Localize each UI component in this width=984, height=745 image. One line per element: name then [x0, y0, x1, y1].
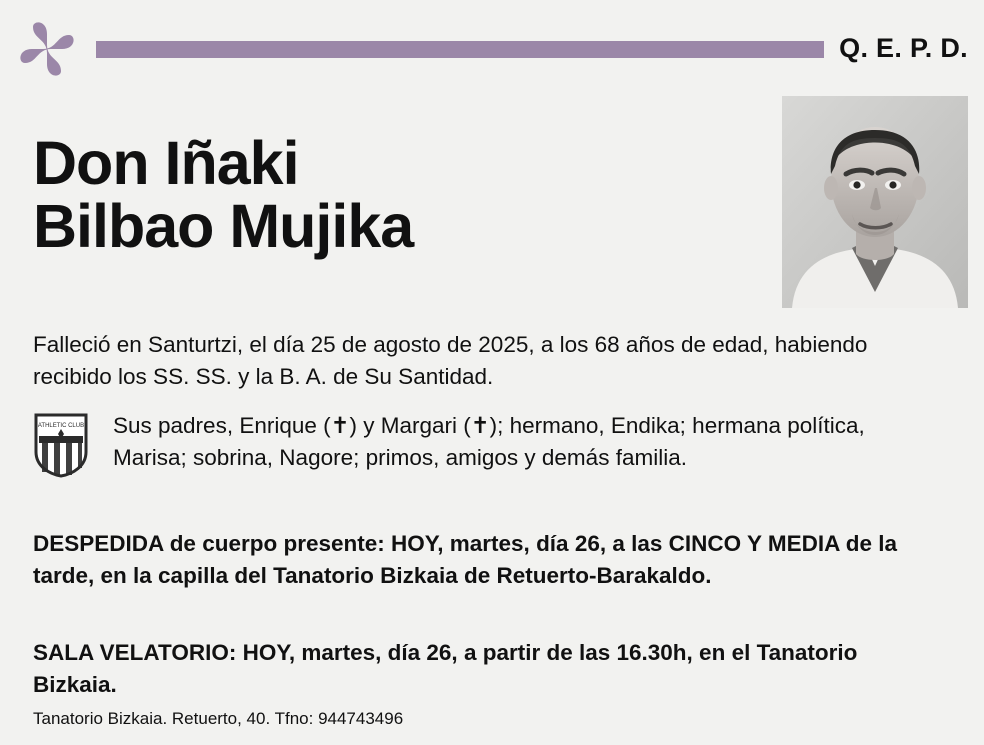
lauburu-icon: [18, 20, 76, 78]
deceased-name-line-2: Bilbao Mujika: [33, 191, 414, 260]
qepd-label: Q. E. P. D.: [839, 33, 968, 63]
header-banner: [0, 0, 984, 92]
banner-divider-bar: [96, 41, 824, 58]
family-section: [33, 410, 933, 478]
deceased-name-line-1: Don Iñaki: [33, 129, 299, 197]
family-members-text: Sus padres, Enrique (✝) y Margari (✝); hermano, Endika; hermana política, Marisa; sobrina, Nagore; primos, amigos y demás familia.: [113, 413, 865, 470]
farewell-details-text: DESPEDIDA de cuerpo presente: HOY, martes, día 26, a las CINCO Y MEDIA de la tarde, en la capilla del Tanatorio Bizkaia de Retuerto-Barakaldo.: [33, 531, 898, 588]
svg-text:ATHLETIC CLUB: ATHLETIC CLUB: [37, 423, 85, 429]
death-details-text: Falleció en Santurtzi, el día 25 de agosto de 2025, a los 68 años de edad, habiendo recibido los SS. SS. y la B. A. de Su Santidad.: [33, 332, 868, 389]
deceased-name: [33, 129, 773, 260]
funeral-home-contact: Tanatorio Bizkaia. Retuerto, 40. Tfno: 944743496: [33, 709, 404, 728]
wake-room-text: SALA VELATORIO: HOY, martes, día 26, a partir de las 16.30h, en el Tanatorio Bizkaia.: [33, 640, 858, 697]
athletic-club-crest-icon: [33, 412, 89, 478]
portrait-photo: [782, 96, 968, 308]
